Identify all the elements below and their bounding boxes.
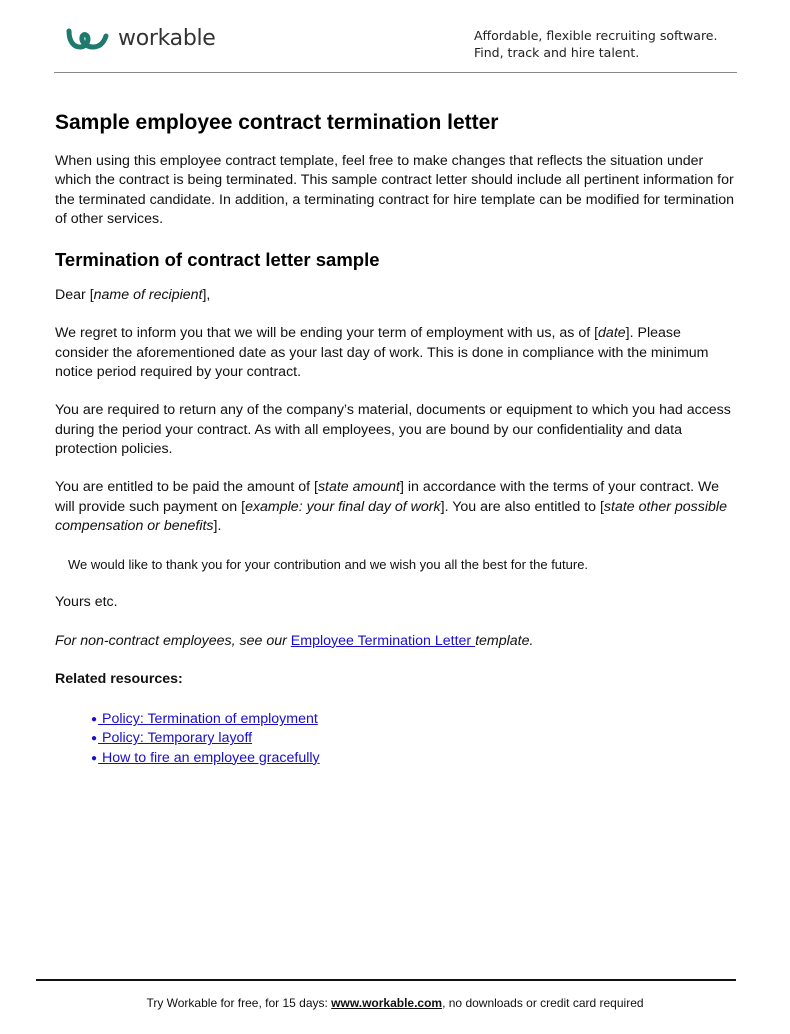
workable-website-link[interactable]: www.workable.com — [331, 996, 443, 1010]
notice-paragraph — [55, 324, 735, 382]
bullet-icon: ● — [91, 714, 98, 726]
workable-logo[interactable] — [66, 26, 216, 51]
related-item — [91, 749, 735, 768]
recipient-placeholder: name of recipient — [93, 287, 203, 304]
bullet-icon: ● — [91, 733, 98, 745]
benefits-placeholder: state other possible compensation or benefits — [55, 498, 727, 534]
payment-paragraph — [55, 478, 735, 536]
header-tagline — [474, 27, 717, 61]
related-item — [91, 710, 735, 729]
related-resources-list — [91, 710, 735, 768]
footer-divider — [36, 979, 736, 981]
payment-text-a: You are entitled to be paid the amount of [ — [55, 479, 318, 496]
related-resources-title: Related resources: — [55, 671, 183, 688]
note-suffix: template. — [475, 632, 534, 649]
page-footer — [0, 996, 790, 1010]
thanks-paragraph: We would like to thank you for your contribution and we wish you all the best for the future. — [68, 557, 589, 573]
payment-date-placeholder: example: your final day of work — [245, 498, 441, 515]
fire-gracefully-link[interactable]: How to fire an employee gracefully — [98, 749, 320, 766]
payment-text-b: ] in accordance with the terms of your contract. We will provide such payment on [ — [55, 479, 720, 515]
note-prefix: For non-contract employees, see our — [55, 632, 291, 649]
date-placeholder: date — [598, 325, 626, 342]
payment-text-c: ]. You are also entitled to [ — [440, 498, 604, 515]
salutation — [55, 286, 735, 305]
document-title: Sample employee contract termination letter — [55, 111, 499, 134]
non-contract-note — [55, 632, 735, 651]
workable-logo-icon — [66, 28, 112, 50]
amount-placeholder: state amount — [317, 479, 400, 496]
document-body — [55, 110, 735, 768]
tagline-line-1: Affordable, flexible recruiting software. — [474, 28, 718, 43]
salutation-suffix: ], — [202, 287, 211, 304]
footer-suffix: , no downloads or credit card required — [442, 996, 644, 1010]
return-property-paragraph: You are required to return any of the company’s material, documents or equipment to which you had access during the period your contract. As with all employees, you are bound by our confidentiality and data protection policies. — [55, 402, 731, 457]
header-divider — [54, 72, 737, 73]
intro-paragraph: When using this employee contract template, feel free to make changes that reflects the situation under which the contract is being terminated. This sample contract letter should include all pertinent information for the terminated candidate. In addition, a terminating contract for hire template can be modified for termination of other services. — [55, 153, 735, 227]
notice-text-a: We regret to inform you that we will be ending your term of employment with us, as of [ — [55, 325, 599, 342]
tagline-line-2: Find, track and hire talent. — [474, 45, 640, 60]
closing: Yours etc. — [55, 594, 118, 611]
employee-termination-letter-link[interactable]: Employee Termination Letter — [290, 632, 476, 649]
section-title: Termination of contract letter sample — [55, 249, 380, 271]
policy-termination-link[interactable]: Policy: Termination of employment — [98, 711, 318, 728]
policy-layoff-link[interactable]: Policy: Temporary layoff — [98, 730, 253, 747]
notice-text-b: ]. Please consider the aforementioned date as your last day of work. This is done in compliance with the minimum notice period required by your contract. — [55, 325, 709, 381]
bullet-icon: ● — [91, 752, 98, 764]
salutation-prefix: Dear [ — [55, 287, 94, 304]
logo-wordmark: workable — [118, 26, 216, 51]
payment-text-d: ]. — [213, 517, 222, 534]
related-item — [91, 729, 735, 748]
page-header — [0, 0, 790, 75]
footer-prefix: Try Workable for free, for 15 days: — [146, 996, 332, 1010]
